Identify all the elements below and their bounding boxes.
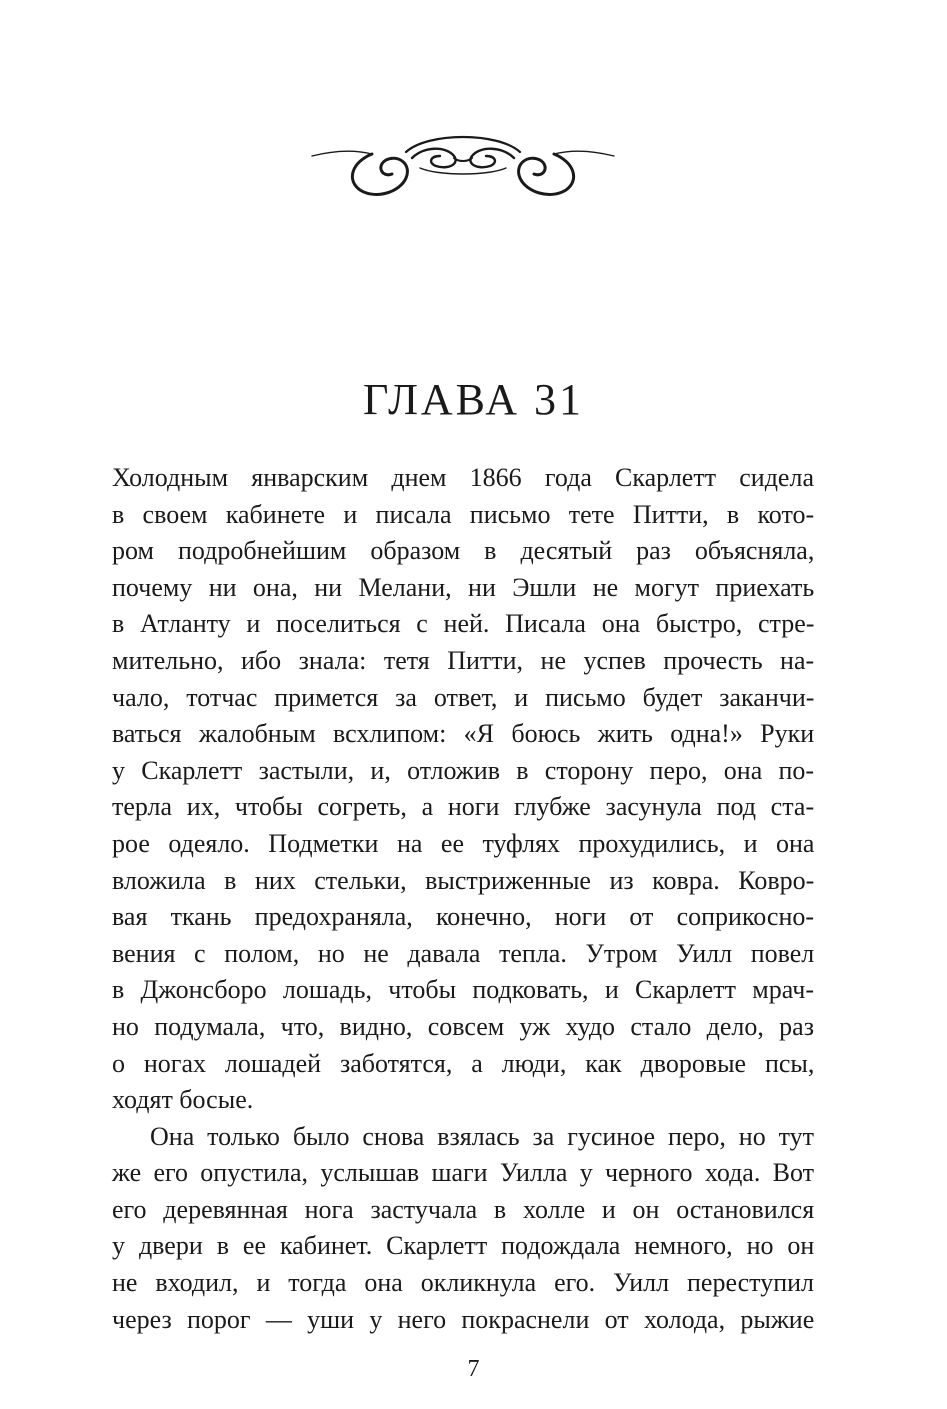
text-line: в своем кабинете и писала письмо тете Питти, в кото-	[112, 499, 815, 529]
text-line: терла их, чтобы согреть, а ноги глубже засунула под ста-	[112, 792, 815, 822]
paragraph	[112, 460, 814, 1119]
text-line: Холодным январским днем 1866 года Скарлетт сидела	[112, 463, 814, 492]
text-line: но подумала, что, видно, совсем уж худо стало дело, раз	[112, 1011, 814, 1041]
chapter-title: ГЛАВА 31	[362, 375, 585, 424]
text-body	[112, 460, 814, 1338]
text-line: о ногах лошадей заботятся, а люди, как дворовые псы,	[112, 1048, 815, 1078]
text-line: Она только было снова взялась за гусиное перо, но тут	[150, 1121, 814, 1151]
text-line: вения с полом, но не давала тепла. Утром Уилл повел	[112, 938, 815, 968]
text-line: в Джонсборо лошадь, чтобы подковать, и Скарлетт мрач-	[112, 975, 814, 1005]
text-line: ром подробнейшим образом в десятый раз объясняла,	[112, 536, 815, 566]
paragraph	[112, 1119, 814, 1339]
text-line: в Атланту и поселиться с ней. Писала она быстро, стре-	[112, 609, 815, 639]
text-line: ваться жалобным всхлипом: «Я боюсь жить одна!» Руки	[112, 719, 815, 749]
text-line: же его опустила, услышав шаги Уилла у черного хода. Вот	[112, 1158, 814, 1188]
text-line: почему ни она, ни Мелани, ни Эшли не могут приехать	[112, 572, 815, 602]
text-line: через порог — уши у него покраснели от холода, рыжие	[112, 1304, 815, 1334]
text-line: не входил, и тогда она окликнула его. Уилл переступил	[112, 1268, 814, 1298]
text-line: чало, тотчас примется за ответ, и письмо будет заканчи-	[112, 682, 815, 712]
page-number: 7	[467, 1356, 480, 1382]
text-line: вложила в них стельки, выстриженные из ковра. Ковро-	[112, 865, 815, 895]
text-line: мительно, ибо знала: тетя Питти, не успев прочесть на-	[112, 645, 815, 675]
text-line: рое одеяло. Подметки на ее туфлях прохудились, и она	[112, 828, 815, 858]
text-line: вая ткань предохраняла, конечно, ноги от соприкосно-	[112, 902, 815, 932]
text-line: у двери в ее кабинет. Скарлетт подождала немного, но он	[112, 1231, 815, 1261]
text-line: у Скарлетт застыли, и, отложив в сторону перо, она по-	[112, 755, 815, 785]
text-line: ходят босые.	[112, 1085, 254, 1115]
text-line: его деревянная нога застучала в холле и он остановился	[112, 1194, 815, 1224]
ornament-flourish	[308, 128, 618, 208]
